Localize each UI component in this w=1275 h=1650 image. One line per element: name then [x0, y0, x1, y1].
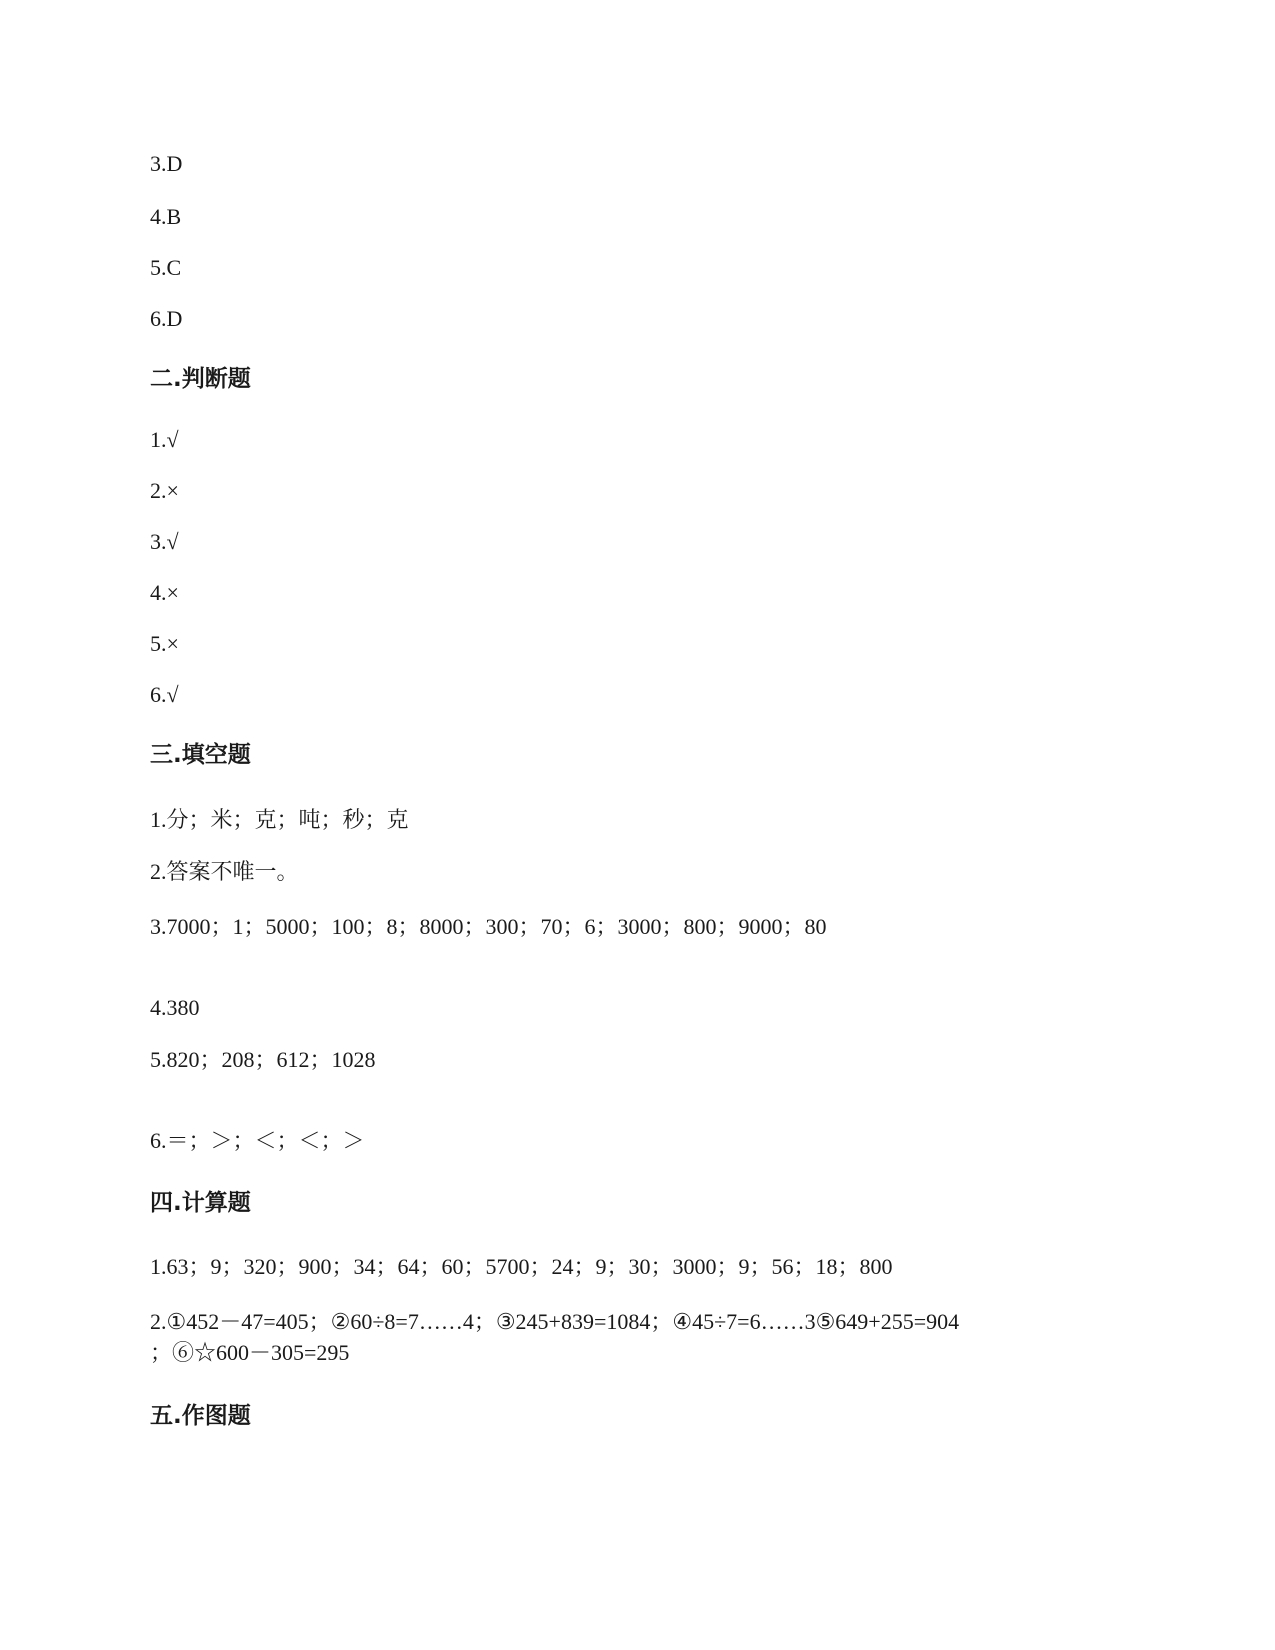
- answer-1-5: 5.C: [150, 255, 182, 280]
- answer-2-3: 3.√: [150, 529, 179, 554]
- answer-2-4: 4.×: [150, 580, 179, 605]
- answer-1-6: 6.D: [150, 306, 183, 331]
- answer-3-5: 5.820；208；612；1028: [150, 1047, 376, 1072]
- answer-4-1: 1.63；9；320；900；34；64；60；5700；24；9；30；3000；9；56；18；800: [150, 1254, 893, 1279]
- answer-1-3: 3.D: [150, 151, 183, 176]
- answer-3-4: 4.380: [150, 995, 200, 1020]
- answer-2-6: 6.√: [150, 682, 179, 707]
- answer-3-6: 6.＝；＞；＜；＜；＞: [150, 1128, 365, 1153]
- answer-4-2-line1: 2.①452－47=405；②60÷8=7……4；③245+839=1084；④45÷7=6……3⑤649+255=904: [150, 1309, 960, 1334]
- answer-2-2: 2.×: [150, 478, 179, 503]
- answer-1-4: 4.B: [150, 204, 182, 229]
- section-heading-drawing: 五.作图题: [150, 1403, 251, 1429]
- answer-4-2-line2: ；⑥☆600－305=295: [150, 1340, 350, 1365]
- answer-3-3: 3.7000；1；5000；100；8；8000；300；70；6；3000；800；9000；80: [150, 914, 827, 939]
- answer-2-5: 5.×: [150, 631, 179, 656]
- section-heading-judgment: 二.判断题: [150, 366, 251, 392]
- answer-3-2: 2.答案不唯一。: [150, 859, 299, 884]
- section-heading-calculation: 四.计算题: [150, 1190, 251, 1216]
- answer-2-1: 1.√: [150, 427, 179, 452]
- section-heading-fill-blank: 三.填空题: [150, 742, 251, 768]
- answer-3-1: 1.分；米；克；吨；秒；克: [150, 807, 409, 832]
